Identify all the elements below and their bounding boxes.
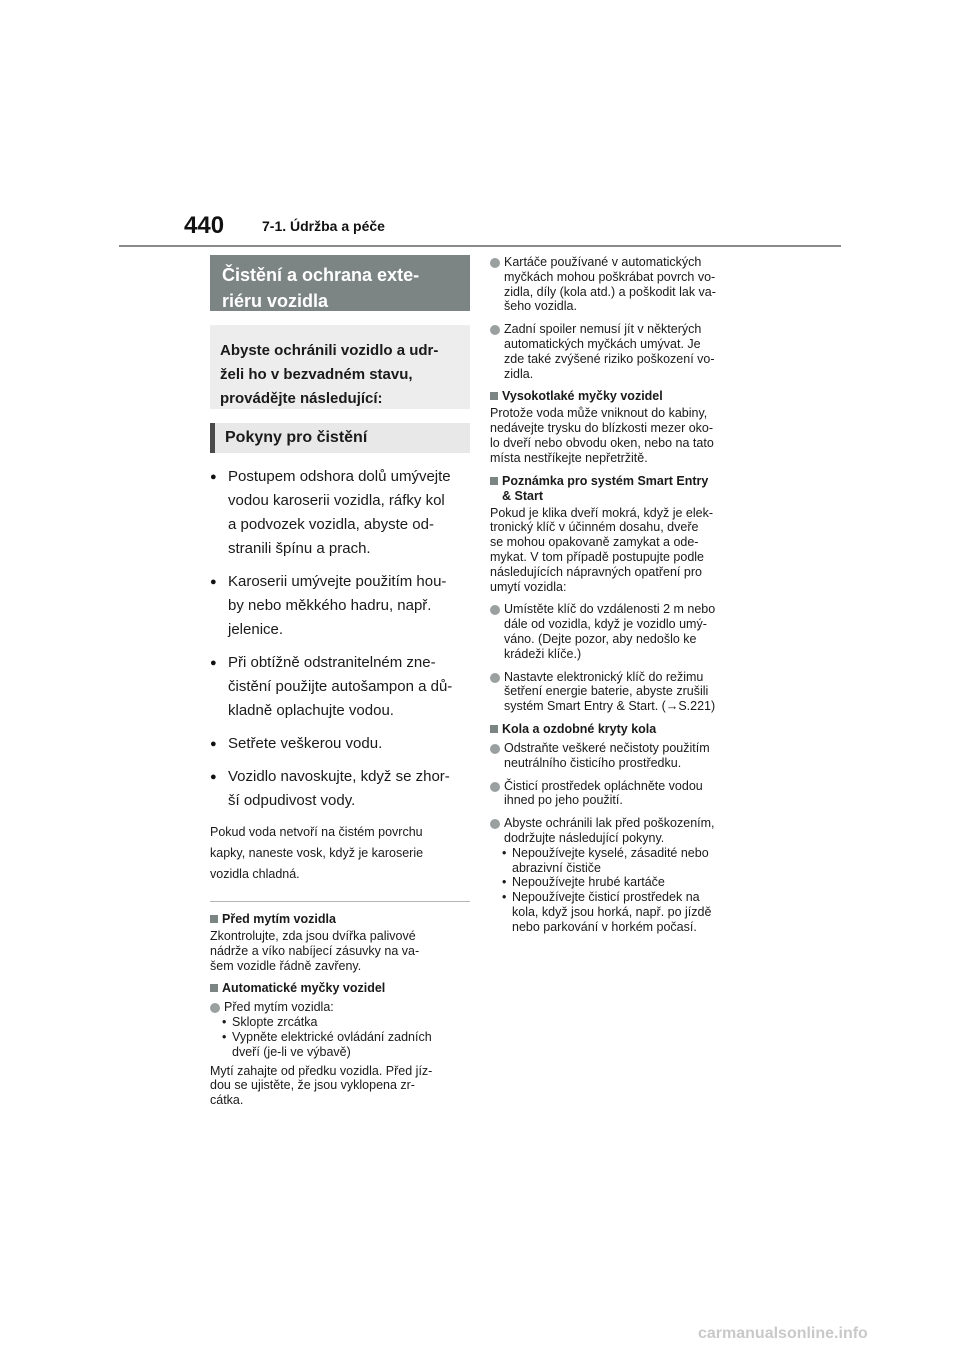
line: Protože voda může vniknout do kabiny, [490, 406, 708, 421]
line: Mytí zahajte od předku vozidla. Před jíz- [210, 1063, 433, 1078]
line: by nebo měkkého hadru, např. [228, 597, 432, 614]
dash-item: • Sklopte zrcátka [210, 1015, 470, 1030]
line: Pokud je klika dveří mokrá, když je elek- [490, 505, 714, 520]
line: tronický klíč v účinném dosahu, dveře [490, 520, 699, 535]
round-bullet [490, 816, 752, 846]
line: šetření energie baterie, abyste zrušili [504, 684, 709, 699]
line: • Nepoužívejte kyselé, zásadité nebo [512, 845, 709, 860]
line: abrazivní čističe [512, 860, 601, 875]
line: Zkontrolujte, zda jsou dvířka palivové [210, 929, 416, 943]
line: automatických myčkách umývat. Je [504, 336, 701, 351]
dash-item [490, 846, 752, 876]
line: & Start [502, 488, 543, 503]
line: Nastavte elektronický klíč do režimu [504, 669, 704, 684]
page-number: 440 [184, 212, 225, 239]
line: krádeži klíče.) [504, 646, 582, 661]
heading-smart-entry [490, 474, 752, 504]
heading-wheels: Kola a ozdobné kryty kola [490, 722, 752, 737]
line: ● Postupem odshora dolů umývejte [228, 468, 451, 485]
dash-item [210, 1030, 470, 1060]
wax-note [210, 822, 470, 885]
line: nebo parkování v horkém počasí. [512, 919, 697, 934]
line: dodržujte následující pokyny. [504, 830, 665, 845]
line: kladně oplachujte vodou. [228, 702, 394, 719]
line: místa nestříkejte nepřetržitě. [490, 450, 648, 465]
bullet-item [210, 465, 470, 561]
round-bullet [490, 741, 752, 771]
line: se mohou opakovaně zamykat a ode- [490, 535, 699, 550]
line: ší odpudivost vody. [228, 792, 356, 809]
line: zde také zvýšené riziko poškození vo- [504, 351, 715, 366]
line: • Nepoužívejte hrubé kartáče [512, 875, 665, 890]
title-line: riéru vozidla [222, 291, 329, 311]
line: zidla, díly (kola atd.) a poškodit lak va- [504, 284, 716, 299]
right-column [490, 255, 752, 934]
left-column [210, 255, 470, 1116]
line: čistění použijte autošampon a dů- [228, 678, 453, 695]
bullet-item [210, 765, 470, 813]
line: Zadní spoiler nemusí jít v některých [504, 322, 702, 337]
round-bullet [490, 779, 752, 809]
intro-box [210, 325, 470, 409]
line: dále od vozidla, když je vozidlo umý- [504, 617, 707, 632]
bullet-item [210, 570, 470, 642]
line: • Vypněte elektrické ovládání zadních [232, 1029, 432, 1044]
section-label: 7-1. Údržba a péče [262, 218, 385, 234]
intro-line: želi ho v bezvadném stavu, [220, 366, 413, 383]
section-title-box [210, 255, 470, 311]
line: jelenice. [228, 621, 284, 638]
line: šeho vozidla. [504, 299, 577, 314]
heading-before-wash: Před mytím vozidla [210, 912, 470, 927]
paragraph [490, 506, 752, 595]
line: Pokud voda netvoří na čistém povrchu [210, 825, 423, 839]
dash-item [490, 890, 752, 934]
cleaning-bullets [210, 465, 470, 813]
line: Umístěte klíč do vzdálenosti 2 m nebo [504, 602, 716, 617]
line: ● Karoserii umývejte použitím hou- [228, 573, 447, 590]
paragraph [210, 1064, 470, 1108]
line: Poznámka pro systém Smart Entry [502, 473, 709, 488]
line: váno. (Dejte pozor, aby nedošlo ke [504, 631, 697, 646]
heading-high-pressure: Vysokotlaké myčky vozidel [490, 389, 752, 404]
line: nedávejte trysku do blízkosti mezer oko- [490, 421, 714, 436]
header-rule [119, 245, 841, 247]
watermark: carmanualsonline.info [698, 1325, 868, 1342]
line: kapky, naneste vosk, když je karoserie [210, 846, 424, 860]
round-bullet [490, 602, 752, 661]
line: Abyste ochránili lak před poškozením, [504, 816, 715, 831]
line: myčkách mohou poškrábat povrch vo- [504, 269, 716, 284]
line: Kartáče používané v automatických [504, 255, 702, 269]
line: a podvozek vozidla, abyste od- [228, 516, 434, 533]
line: nádrže a víko nabíjecí zásuvky na va- [210, 943, 420, 958]
line: zidla. [504, 366, 534, 381]
line: vodou karoserii vozidla, ráfky kol [228, 492, 445, 509]
line: ihned po jeho použití. [504, 793, 623, 808]
line: ● Při obtížně odstranitelném zne- [228, 654, 436, 671]
bullet-item [210, 732, 470, 756]
line: • Nepoužívejte čisticí prostředek na [512, 890, 700, 905]
intro-line: provádějte následující: [220, 390, 383, 407]
heading-automatic-wash: Automatické myčky vozidel [210, 981, 470, 996]
line: kola, když jsou horká, např. po jízdě [512, 904, 712, 919]
line: systém Smart Entry & Start. (→S.221) [504, 699, 716, 714]
line: následujících nápravných opatření pro [490, 564, 702, 579]
bullet-item [210, 651, 470, 723]
paragraph [490, 406, 752, 465]
line: cátka. [210, 1093, 244, 1108]
paragraph [210, 929, 470, 973]
round-bullet [490, 670, 752, 714]
line: neutrálního čisticího prostředku. [504, 755, 682, 770]
round-bullet: Před mytím vozidla: [210, 1000, 470, 1015]
line: ● Setřete veškerou vodu. [228, 735, 383, 752]
title-line: Čistění a ochrana exte- [222, 265, 420, 285]
line: Odstraňte veškeré nečistoty použitím [504, 740, 710, 755]
line: vozidla chladná. [210, 867, 300, 881]
line: stranili špínu a prach. [228, 540, 371, 557]
line: dveří (je-li ve výbavě) [232, 1044, 351, 1059]
line: lo dveří nebo obvodu oken, nebo na tato [490, 435, 714, 450]
divider [210, 901, 470, 902]
line: umytí vozidla: [490, 579, 567, 594]
line: šem vozidle řádně zavřeny. [210, 958, 362, 973]
round-bullet [490, 322, 752, 381]
line: ● Vozidlo navoskujte, když se zhor- [228, 768, 450, 785]
line: Čisticí prostředek opláchněte vodou [504, 778, 703, 793]
line: dou se ujistěte, že jsou vyklopena zr- [210, 1078, 415, 1093]
intro-line: Abyste ochránili vozidlo a udr- [220, 342, 439, 359]
line: mykat. V tom případě postupujte podle [490, 549, 705, 564]
round-bullet [490, 255, 752, 314]
subtitle-box: Pokyny pro čistění [210, 423, 470, 453]
dash-item [490, 875, 752, 890]
